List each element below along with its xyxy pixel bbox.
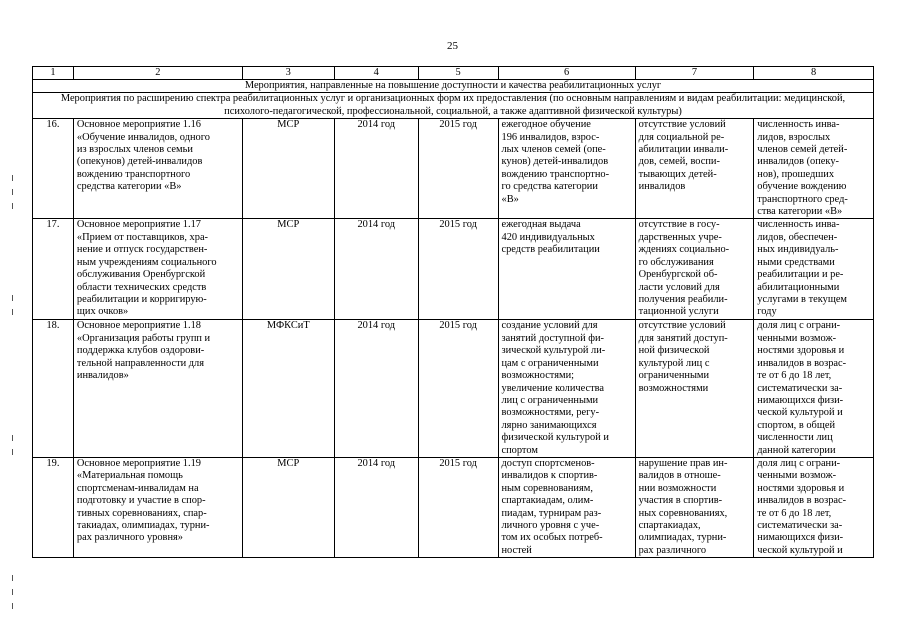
page-number: 25: [447, 40, 458, 52]
col-header-7: 7: [635, 67, 754, 80]
binding-margin-marks: [12, 175, 16, 615]
measures-table: [32, 66, 874, 558]
consequence: отсутствие условий для социальной ре- абилитации инвали- дов, семей, воспи- тывающих детей- инвалидов: [635, 119, 754, 219]
column-number-row: [33, 67, 874, 80]
consequence: нарушение прав ин- валидов в отноше- нии возможности участия в спортив- ных соревнованиях, спартакиадах, олимпиадах, турни- рах различного: [635, 457, 754, 557]
measure-name: Основное мероприятие 1.16 «Обучение инвалидов, одного из взрослых членов семьи (опекунов) детей-инвалидов вождению транспортного средства категории «В»: [73, 119, 242, 219]
start-year: 2014 год: [334, 457, 418, 557]
indicator: численность инва- лидов, обеспечен- ных индивидуаль- ными средствами реабилитации и ре- абилитационными услугами в текущем году: [754, 219, 874, 320]
start-year: 2014 год: [334, 219, 418, 320]
executor: МСР: [242, 119, 334, 219]
subsection-title: Мероприятия по расширению спектра реабилитационных услуг и организационных форм их предоставления (по основным направлениям и видам реабилитации: медицинской, психолого-педагогической, профессиональной, социальной, а также адаптивной физической культуры): [33, 93, 874, 119]
measure-name: Основное мероприятие 1.18 «Организация работы групп и поддержка клубов оздорови- тельной направленности для инвалидов»: [73, 320, 242, 457]
measure-name: Основное мероприятие 1.19 «Материальная помощь спортсменам-инвалидам на подготовку и участие в спор- тивных соревнованиях, спар- такиадах, олимпиадах, турни- рах различного уровня»: [73, 457, 242, 557]
start-year: 2014 год: [334, 119, 418, 219]
row-number: 18.: [33, 320, 74, 457]
section-title: Мероприятия, направленные на повышение доступности и качества реабилитационных услуг: [33, 80, 874, 93]
table-row: [33, 219, 874, 320]
end-year: 2015 год: [418, 320, 498, 457]
consequence: отсутствие в госу- дарственных учре- ждениях социально- го обслуживания Оренбургской об- ласти условий для получения реабили- тационной услуги: [635, 219, 754, 320]
indicator: численность инва- лидов, взрослых членов семей детей- инвалидов (опеку- нов), прошедших обучение вождению транспортного сред- ства категории «В»: [754, 119, 874, 219]
expected-result: ежегодное обучение 196 инвалидов, взрос- лых членов семей (опе- кунов) детей-инвалидов вождению транспортно- го средства категории «В»: [498, 119, 635, 219]
col-header-1: 1: [33, 67, 74, 80]
row-number: 17.: [33, 219, 74, 320]
row-number: 16.: [33, 119, 74, 219]
end-year: 2015 год: [418, 119, 498, 219]
table-row: [33, 119, 874, 219]
col-header-3: 3: [242, 67, 334, 80]
start-year: 2014 год: [334, 320, 418, 457]
expected-result: ежегодная выдача 420 индивидуальных средств реабилитации: [498, 219, 635, 320]
measure-name: Основное мероприятие 1.17 «Прием от поставщиков, хра- нение и отпуск государствен- ным учреждениям социального обслуживания Оренбургской области технических средств реабилитации и корригирую- щих очков»: [73, 219, 242, 320]
executor: МФКСиТ: [242, 320, 334, 457]
col-header-8: 8: [754, 67, 874, 80]
row-number: 19.: [33, 457, 74, 557]
table-row: [33, 320, 874, 457]
col-header-6: 6: [498, 67, 635, 80]
expected-result: создание условий для занятий доступной фи- зической культурой ли- цам с ограниченными возможностями; увеличение количества лиц с ограниченными возможностями, регу- лярно занимающихся физической культурой и спортом: [498, 320, 635, 457]
col-header-4: 4: [334, 67, 418, 80]
expected-result: доступ спортсменов- инвалидов к спортив- ным соревнованиям, спартакиадам, олим- пиадам, турнирам раз- личного уровня с уче- том их особых потреб- ностей: [498, 457, 635, 557]
end-year: 2015 год: [418, 457, 498, 557]
indicator: доля лиц с ограни- ченными возмож- ностями здоровья и инвалидов в возрас- те от 6 до 18 лет, систематически за- нимающихся физи- ческой культурой и: [754, 457, 874, 557]
executor: МСР: [242, 457, 334, 557]
col-header-2: 2: [73, 67, 242, 80]
table-row: [33, 457, 874, 557]
col-header-5: 5: [418, 67, 498, 80]
executor: МСР: [242, 219, 334, 320]
consequence: отсутствие условий для занятий доступ- ной физической культурой лиц с ограниченными возможностями: [635, 320, 754, 457]
indicator: доля лиц с ограни- ченными возмож- ностями здоровья и инвалидов в возрас- те от 6 до 18 лет, систематически за- нимающихся физи- ческой культурой и спортом, в общей численности лиц данной категории: [754, 320, 874, 457]
end-year: 2015 год: [418, 219, 498, 320]
